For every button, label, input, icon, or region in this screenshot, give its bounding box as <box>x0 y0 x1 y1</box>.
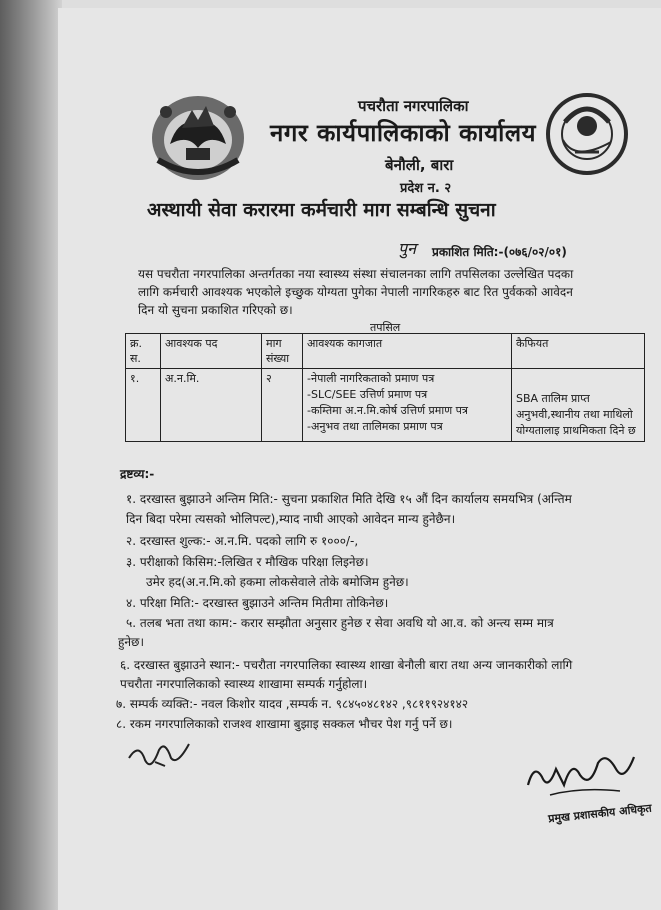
note-line: पचरौता नगरपालिकाको स्वास्थ्य शाखामा सम्पर्क गर्नुहोला। <box>120 677 368 691</box>
note-line: दिन बिदा परेमा त्यसको भोलिपल्ट),म्याद नाघी आएको आवेदन मान्य हुनेछैन। <box>126 512 456 526</box>
cell-count: २ <box>262 369 303 442</box>
office-seal-icon <box>545 92 629 176</box>
note-line: ३. परीक्षाको किसिम:-लिखित र मौखिक परिक्षा लिइनेछ। <box>126 555 369 569</box>
cell-documents <box>303 369 512 442</box>
note-line: ४. परिक्षा मिति:- दरखास्त बुझाउने अन्तिम मितीमा तोकिनेछ। <box>126 596 389 610</box>
note-line: ६. दरखास्त बुझाउने स्थान:- पचरौता नगरपालिका स्वास्थ्य शाखा बेनौली बारा तथा अन्य जानकारीको लागि <box>120 658 573 672</box>
scan-shadow-edge <box>0 0 62 910</box>
vacancy-table <box>125 333 645 442</box>
cell-sn: १. <box>126 369 161 442</box>
office-location: बेनौली, बारा <box>385 156 454 174</box>
note-line: २. दरखास्त शुल्क:- अ.न.मि. पदको लागि रु १०००/-, <box>126 534 359 548</box>
note-line: १. दरखास्त बुझाउने अन्तिम मिति:- सुचना प्रकाशित मिति देखि १५ औं दिन कार्यालय समयभित्र (अन्तिम <box>126 492 572 506</box>
document-item: -नेपाली नागरिकताको प्रमाण पत्र <box>307 372 435 385</box>
nepal-emblem-icon <box>148 88 248 184</box>
header-remarks: कैफियत <box>512 334 645 369</box>
signature-caption: प्रमुख प्रशासकीय अधिकृत <box>547 801 653 826</box>
municipality-name: पचरौता नगरपालिका <box>358 97 469 115</box>
table-caption: तपसिल <box>370 321 401 334</box>
handwritten-republished: पुन <box>398 239 416 258</box>
province-label: प्रदेश न. २ <box>400 181 452 196</box>
table-row <box>126 369 645 442</box>
header-documents: आवश्यक कागजात <box>303 334 512 369</box>
table-header-row <box>126 334 645 369</box>
note-line: उमेर हद(अ.न.मि.को हकमा लोकसेवाले तोके बमोजिम हुनेछ। <box>146 575 409 589</box>
note-line: ७. सम्पर्क व्यक्ति:- नवल किशोर यादव ,सम्पर्क न. ९८४५०४८१४२ ,९८११९२४१४२ <box>116 697 469 711</box>
officer-signature-icon <box>520 745 640 805</box>
header-post: आवश्यक पद <box>161 334 262 369</box>
notice-title: अस्थायी सेवा करारमा कर्मचारी माग सम्बन्धि सुचना <box>147 199 496 221</box>
header-count: माग संख्या <box>262 334 303 369</box>
header-sn: क्र. स. <box>126 334 161 369</box>
note-line: हुनेछ। <box>118 635 144 649</box>
office-name: नगर कार्यपालिकाको कार्यालय <box>270 119 537 147</box>
document-item: -SLC/SEE उत्तिर्ण प्रमाण पत्र <box>307 388 428 401</box>
document-item: -कम्तिमा अ.न.मि.कोर्ष उत्तिर्ण प्रमाण पत्र <box>307 404 468 417</box>
intro-line: यस पचरौता नगरपालिका अन्तर्गतका नया स्वास्थ्य संस्था संचालनका लागि तपसिलका उल्लेखित पदका <box>138 267 574 281</box>
document-item: -अनुभव तथा तालिमका प्रमाण पत्र <box>307 420 443 433</box>
note-line: ५. तलब भता तथा काम:- करार सम्झौता अनुसार हुनेछ र सेवा अवधि यो आ.व. को अन्त्य सम्म मात्र <box>126 616 554 630</box>
notes-heading: द्रष्टव्य:- <box>120 467 155 481</box>
note-line: ८. रकम नगरपालिकाको राजश्व शाखामा बुझाइ सक्कल भौचर पेश गर्नु पर्ने छ। <box>116 717 453 731</box>
intro-line: लागि कर्मचारी आवश्यक भएकोले इच्छुक योग्यता पुगेका नेपाली नागरिकहरु बाट रित पुर्वकको आवेदन <box>138 285 573 299</box>
cell-remarks: SBA तालिम प्राप्त अनुभवी,स्थानीय तथा माथिलो योग्यतालाइ प्राथमिकता दिने छ <box>512 369 645 442</box>
intro-line: दिन यो सुचना प्रकाशित गरिएको छ। <box>138 303 293 317</box>
cell-post: अ.न.मि. <box>161 369 262 442</box>
initial-signature-icon <box>125 736 195 776</box>
published-date: प्रकाशित मिति:-(०७६/०२/०१) <box>432 245 567 259</box>
